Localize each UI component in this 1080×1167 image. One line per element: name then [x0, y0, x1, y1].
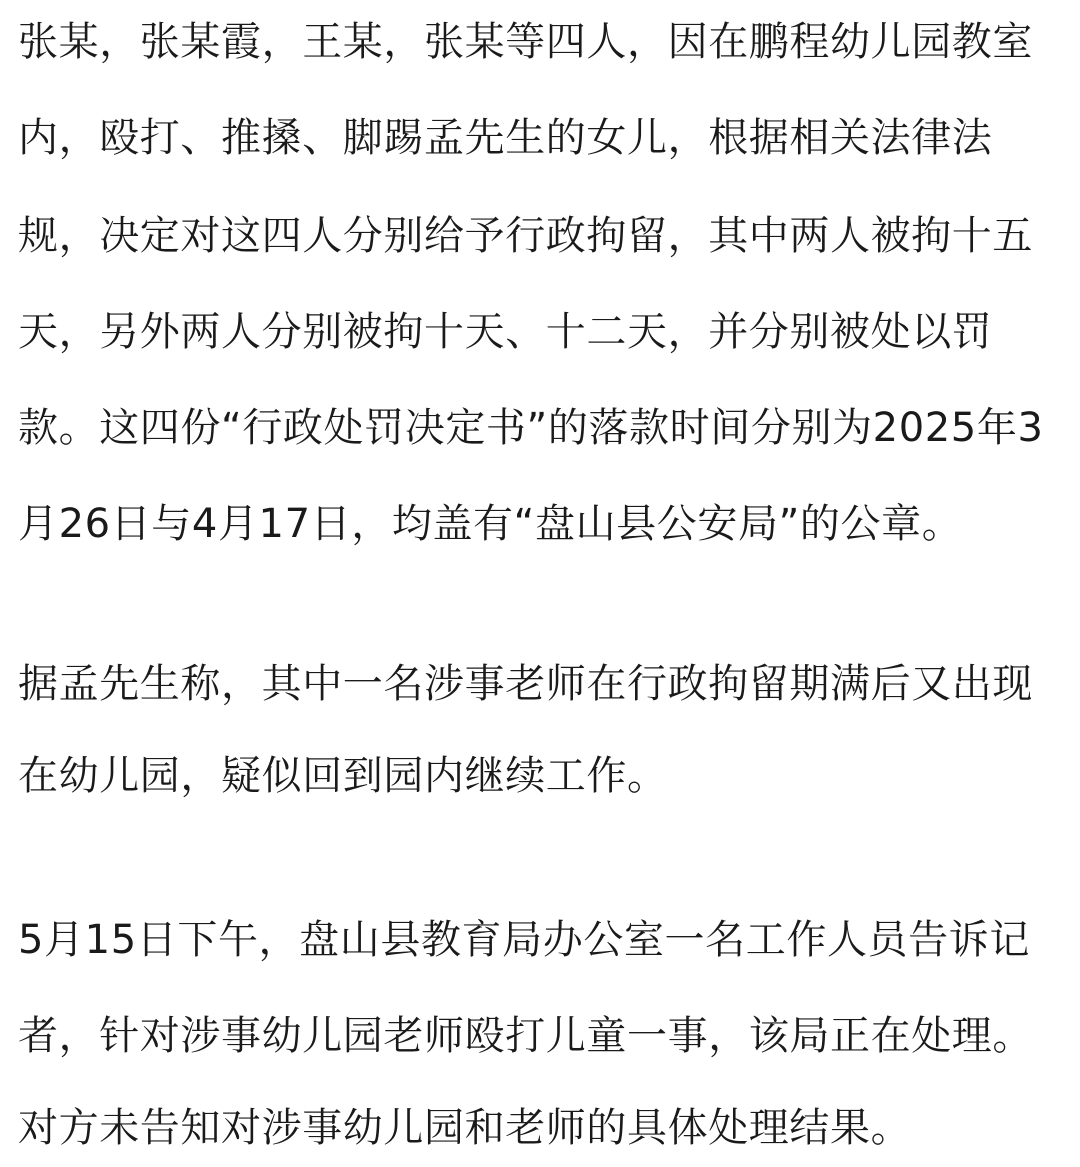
text-line: 者，针对涉事幼儿园老师殴打儿童一事，该局正在处理。 [18, 1013, 1033, 1059]
text-line: 内，殴打、推搡、脚踢孟先生的女儿，根据相关法律法 [18, 115, 993, 161]
text-line: 天，另外两人分别被拘十天、十二天，并分别被处以罚 [18, 309, 993, 355]
text-line: 张某，张某霞，王某，张某等四人，因在鹏程幼儿园教室 [18, 19, 1033, 65]
text-line: 在幼儿园，疑似回到园内继续工作。 [18, 753, 668, 799]
text-line: 对方未告知对涉事幼儿园和老师的具体处理结果。 [18, 1105, 912, 1151]
text-line: 款。这四份“行政处罚决定书”的落款时间分别为2025年3 [18, 405, 1044, 451]
text-line: 规，决定对这四人分别给予行政拘留，其中两人被拘十五 [18, 213, 1033, 259]
text-line: 据孟先生称，其中一名涉事老师在行政拘留期满后又出现 [18, 661, 1033, 707]
text-line: 月26日与4月17日，均盖有“盘山县公安局”的公章。 [18, 501, 963, 547]
text-line: 5月15日下午，盘山县教育局办公室一名工作人员告诉记 [18, 917, 1030, 963]
